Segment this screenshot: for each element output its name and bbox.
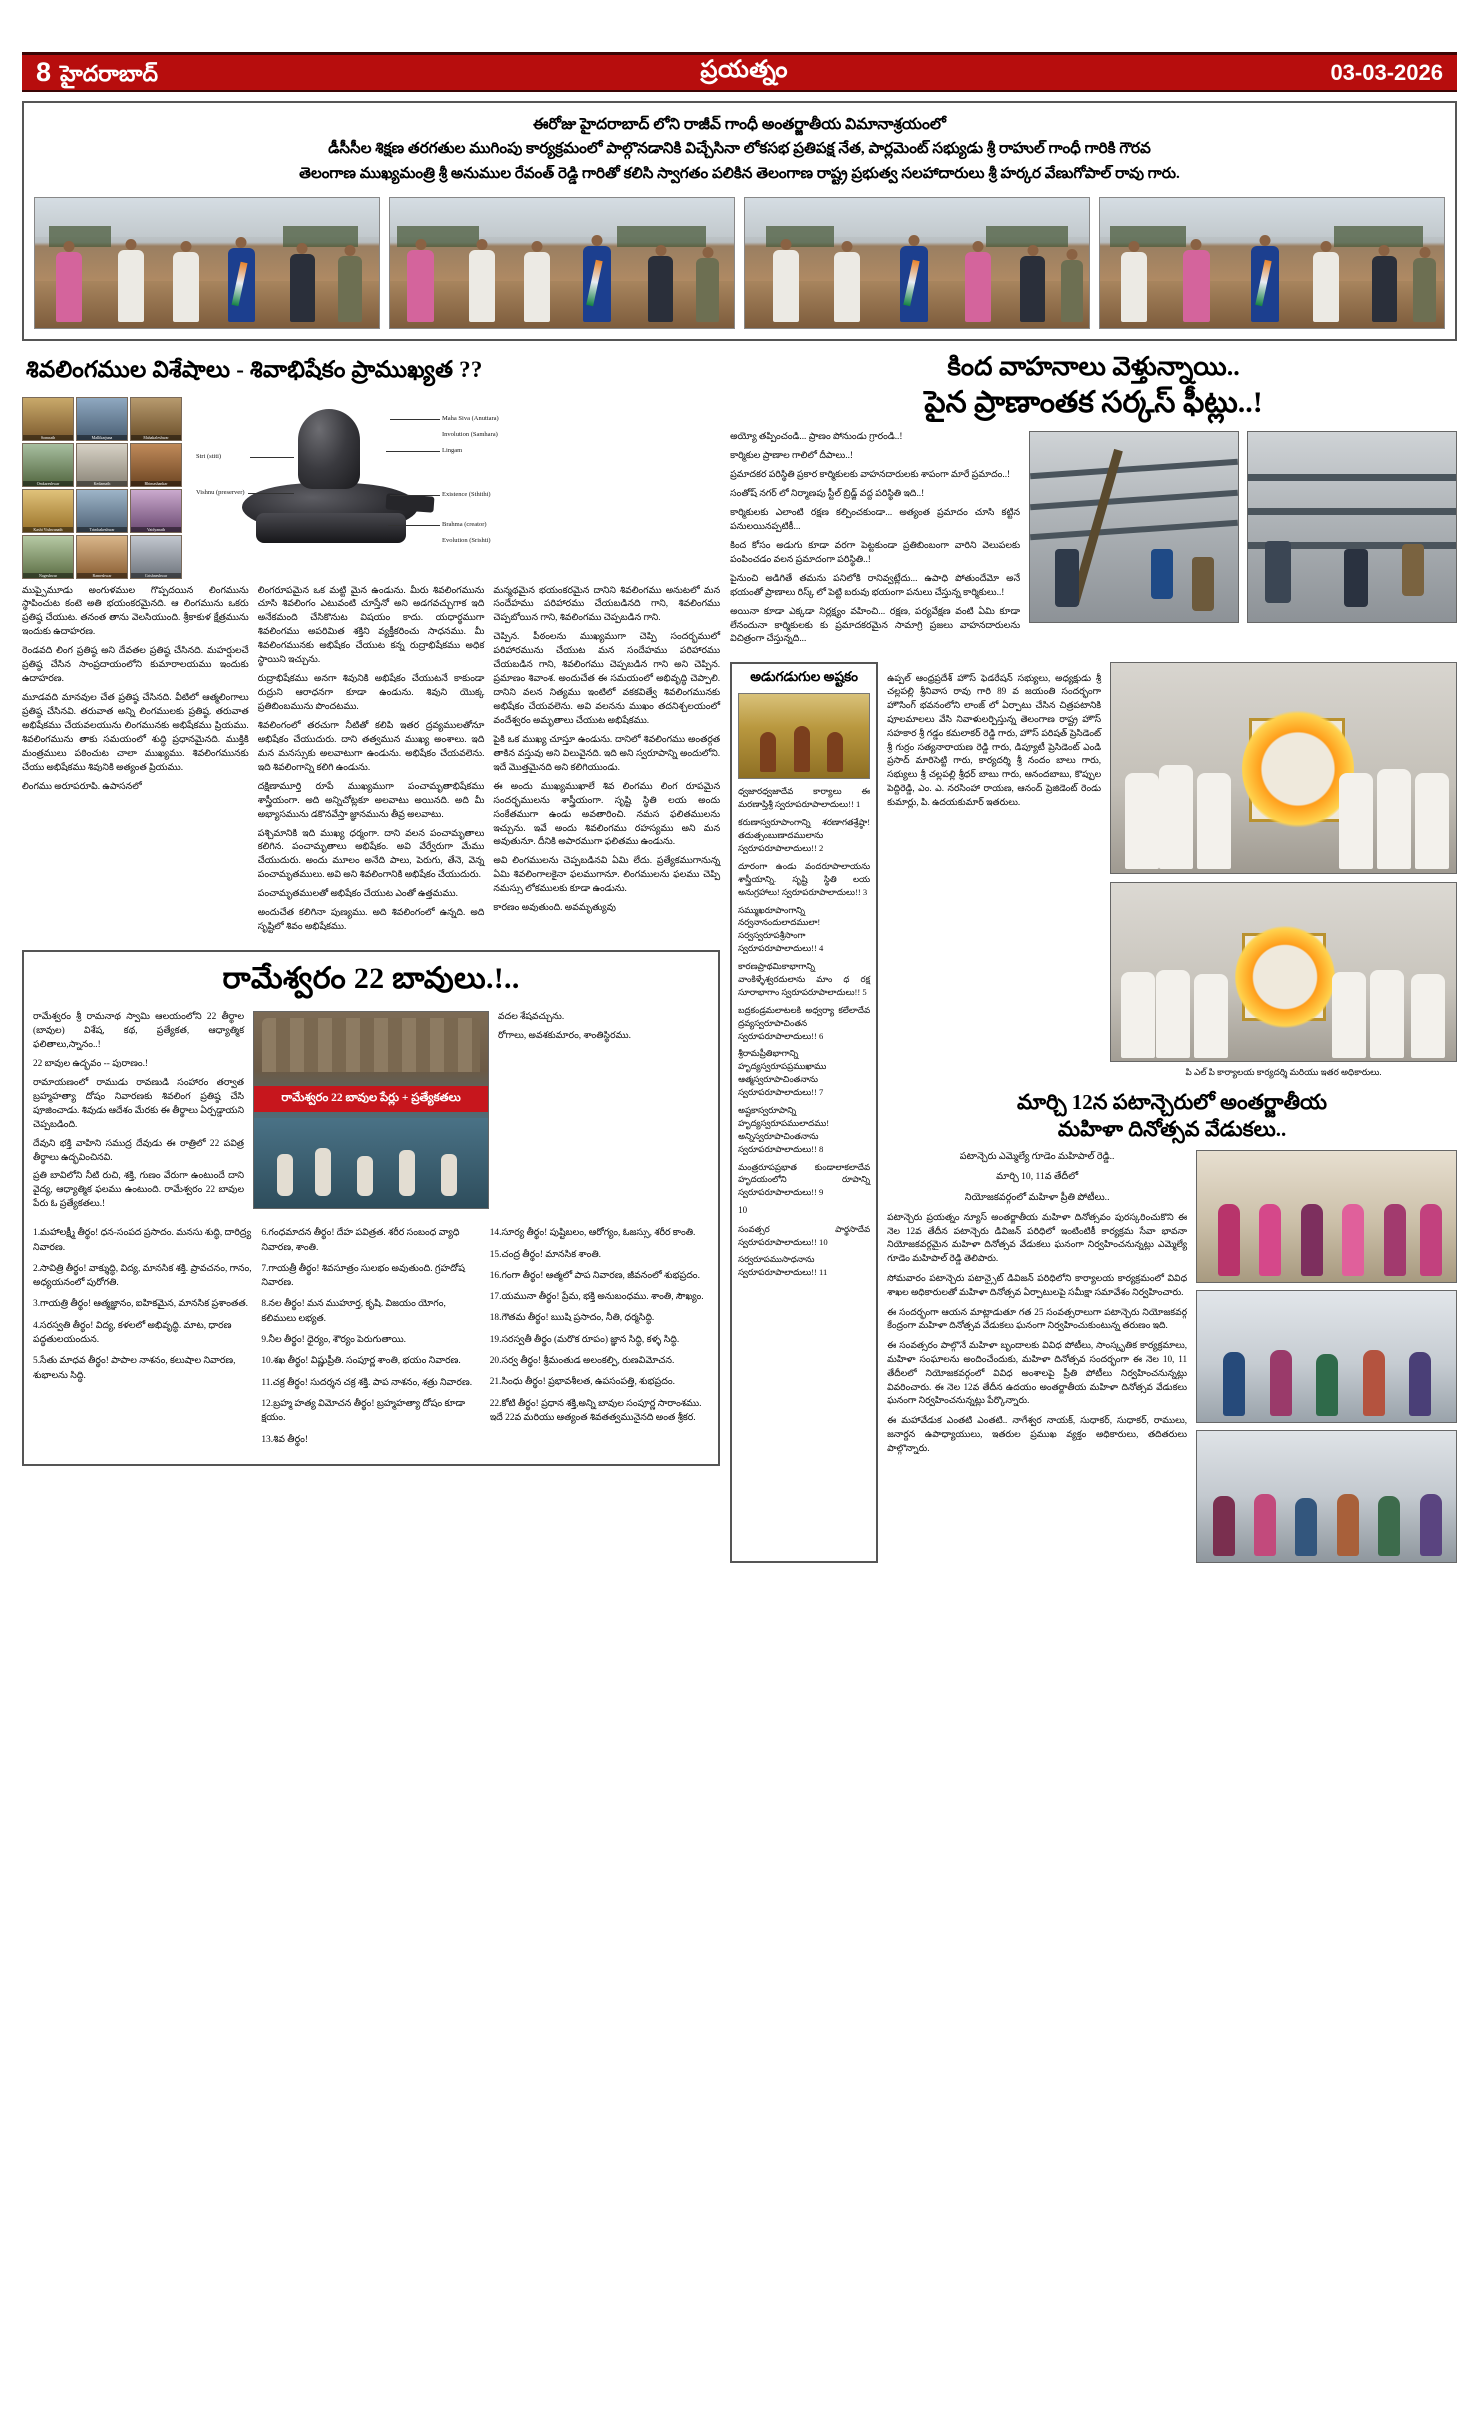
ashtakam-verses [738,785,870,1279]
paragraph: వదల శేషవచ్చును. [498,1012,565,1023]
womens-day-body-row [887,1150,1457,1563]
teertham-item: 9.నీల తీర్థం! ధైర్యం, శౌర్యం పెరుగుతాయి. [261,1335,406,1346]
verse: బద్రకండ్రమలాటలకి అధ్వర్యా కలేలాదేవ ద్రవ్యస్వరూపాచింతన స్వరూపరూపాలాదులు!! 6 [738,1004,871,1041]
tile-temple: Rameshwar [76,535,128,579]
shiva-body-col-2 [258,585,485,941]
teertham-item: 11.చక్ర తీర్థం! సుదర్శన చక్ర శక్తి. పాప నాశనం, శత్రు నివారణ. [261,1377,473,1388]
womens-day-photo-3 [1196,1430,1457,1563]
diagram-label-existence: Existence (Sthithi) [442,490,491,498]
diagram-label-brahma: Brahma (creator) [442,520,487,528]
paragraph: కారణం అవుతుంది. అవమృత్యువు [493,903,616,914]
photo-welcome-2 [389,197,735,329]
circus-headline-line-2: పైన ప్రాణాంతక సర్కస్ ఫీట్లు..! [924,385,1263,419]
verse: మంత్రరూపప్రభాత కుండాలాకలాదేవ హృదయంలోని రూపాన్ని స్వరూపరూపాలాదులు!! 9 [738,1161,871,1198]
ashtakam-deity-photo [738,693,870,779]
rameswaram-headline: రామేశ్వరం 22 బావులు.!.. [222,962,520,996]
paragraph: పంచామృతములతో అభిషేకం చేయుట ఎంతో ఉత్తమము. [257,889,458,900]
page-number: 8 [36,57,52,87]
teertham-item: 2.సావిత్రి తీర్థం! వాక్శుద్ధి, విద్య, మానసిక శక్తి. ప్రావచనం, గానం, అధ్యయనంలో పురోగతి. [33,1263,252,1289]
paragraph: ఉప్పల్ ఆంధ్రప్రదేశ్ హౌస్ ఫెడరేషన్ సభ్యులు, అధ్యక్షుడు శ్రీ చల్లపల్లి శ్రీనివాస రావు గారి 89 వ జయంతి సందర్భంగా హౌసింగ్ భవనంలోని లాంజ్ లో ఏర్పాటు చేసిన చిత్రపటానికి పూలమాలలు వేసి నివాళులర్పిస్తున్న తెలంగాణ రాష్ట్ర హౌస్ సహకార శ్రీ గడ్డం కమలాకర్ రెడ్డి గారు, హౌస్ పరిషత్ ప్రెసిడెంట్ శ్రీ గుర్రం సత్యనారాయణ రెడ్డి గారు, డిప్యూటీ ప్రెసిడెంట్ ఎండి ప్రసాద్ మారిసెట్టి గారు, కార్యదర్శి శ్రీ నందం బాలు గారు, సభ్యులు శ్రీ చల్లపల్లి శ్రీధర్ బాబు గారు, ఆనందబాబు, కొప్పుల పెద్దిరెడ్డి, ఎం. ఎ. నరసింహా రాయణ, ఆనంద్ ప్రెజిడెంట్ రెండు కుమార్లు, పి. ఉదయకుమార్ ఇతరులు. [887,672,1102,807]
diagram-label-maha-siva: Maha Siva (Anuttara) [442,414,499,422]
teertham-item: 1.మహాలక్ష్మీ తీర్థం! ధన-సంపద ప్రసాదం. మనసు శుద్ధి, దారిద్ర్య నివారణ. [33,1228,252,1253]
tile-temple: Kashi Vishwanath [22,489,74,533]
teertham-item: 22.కోటి తీర్థం! ప్రధాన శక్తి,అన్ని బావుల సంపూర్ణ సారాంశము. ఇదే 22వ మరియు ఆత్యంత శివతత్వమునైనది అంత శ్రీకర. [489,1398,702,1423]
tile-temple: Nageshwar [22,535,74,579]
teertham-item: 19.సరస్వతీ తీర్థం (మరొక రూపం) జ్ఞాన సిద్ధి, కళ్ళ సిద్ధి. [489,1334,680,1345]
teertham-item: 20.సర్వ తీర్థం! శ్రీమంతుడ అలంకల్పి, రుణవిమోచన. [489,1356,675,1367]
diagram-label-vishnu: Vishnu (preserver) [196,488,245,496]
rameswaram-intro-col [33,1011,244,1217]
womens-day-photo-1 [1196,1150,1457,1283]
shiva-headline: శివలింగముల విశేషాలు - శివాభిషేకం ప్రాముఖ్యత ?? [26,356,483,382]
paragraph: రామేశ్వరం శ్రీ రామనాథ స్వామి ఆలయంలోని 22 తీర్థాల (బావుల) విశేష, కథ, ప్రత్యేకత, ఆధ్యాత్మిక ఫలితాలు,స్నానం..! [33,1012,245,1050]
paragraph: ఈ సందర్భంగా ఆయన మాట్లాడుతూ గత 25 సంవత్సరాలుగా పటాన్చెరు నియోజకవర్గ కేంద్రంగా మహిళా దినోత్సవ వేడుకలు ఘనంగా నిర్వహించుకుంటున్న తరుణం ఇది. [887,1306,1188,1331]
jyotirlinga-tile-grid [22,397,182,579]
paragraph: అవి లింగములను చెప్పబడినవి ఏమి లేదు. ప్రత్యేకముగానున్న ఏమి శివలింగాలకైనా ఫలముగానూ. లింగములను ఫలము చెప్పి నమస్సు లోకములకు కూడా ఉండును. [493,856,721,895]
teertham-item: 21.సింధు తీర్థం! ప్రభావశీలత, ఉపసంపత్తి, శుభప్రదం. [489,1377,675,1388]
diagram-label-involution: Involution (Samhara) [442,430,498,438]
teertham-col-3 [490,1226,709,1454]
shiva-body-col-1 [22,585,249,941]
paragraph: రెండవది లింగ ప్రతిష్ఠ అని దేవతల ప్రతిష్ఠ చేసినది. మహర్షులచే ప్రతిష్ఠ చేసిన సాంప్రదాయంలోని కుమారాలయము ఇందుకు ఉదాహరణ. [22,646,249,685]
paragraph: పైనుంచి అడిగితే తమను పనిలోకి రానివ్వట్లేదు... ఉపాధి పోతుందేమో అనే భయంతో ప్రాణాలు రిస్క్ లో పెట్టి బరువు భయంగా పనులు చేస్తున్న కార్మికులు..! [730,573,1021,598]
paragraph: మన్మథమైన భయంకరమైన దానిని శివలింగము అనుటలో మన సందేహము పరిహారము చేయబడినది గాని, శివలింగము చెప్పబోయిన గాని, శివలింగము చెప్పబడిన గాని. [493,585,721,624]
circus-headline-block [730,351,1457,422]
left-column [22,351,720,1563]
teertham-item: 16.గంగా తీర్థం! ఆత్మలో పాప నివారణ, జీవనంలో శుభప్రదం. [489,1270,700,1281]
paragraph: దక్షిణామూర్తి రూపే ముఖ్యముగా పంచామృతాభిషేకము శాస్త్రీయంగా. అది అన్నిచోట్లకూ అలవాటు అయినది. అది మీ అభ్యాసమును డకొనవేస్తా జ్ఞానమును తీవ్ర అలవాటు. [257,781,485,820]
apt-tribute-photo-2 [1110,882,1457,1062]
shivalinga-diagram [190,397,720,575]
paragraph: దేవుని భక్తి వాహిని సముద్ర దేవుడు ఈ రాత్రిలో 22 పవిత్ర తీర్థాలు ఉద్భవించినవి. [33,1138,245,1163]
verse: దూరంగా ఉండు వందరూపాలాయను శాస్త్రీయాన్ని. సృష్టి స్థితి లయ అనుగ్రహాలు! స్వరూపరూపాలాదులు!! 3 [738,860,871,897]
paragraph: మూడవది మానవుల చేత ప్రతిష్ఠ చేసినది. వీటిలో ఆత్మలింగాలు ప్రతిష్ఠ చేసినవి. తరువాత అన్ని లింగములకు ప్రతిష్ఠ. తరువాత అభిషేకము చేయవలయును లింగమునకు అభిషేకము ప్రియము. శివలింగమును తాకు సమయంలో శుద్ధి ప్రధానమైనది. ముక్తికి మంత్రములు పఠించుట చాలా ముఖ్యము. శివలింగమునకు చేయు అభిషేకము శివునికి అత్యంత ప్రియము. [22,693,249,773]
teertham-item: 13.శివ తీర్థం! [261,1434,309,1445]
masthead [22,52,1457,92]
shiva-body-col-3 [493,585,720,941]
womens-day-section [887,1079,1457,1563]
tile-temple: Kedarnath [76,443,128,487]
rameswaram-intro-row [33,1011,709,1217]
paragraph: రామాయణంలో రాముడు రావణుడి సంహారం తర్వాత బ్రహ్మహత్యా దోషం నివారణకు శివలింగ ప్రతిష్ఠ చేసి పూజించాడు. శివుడు ఆదేశం మేరకు ఈ తీర్థాలు ఏర్పడ్డాయని చెప్పబడింది. [33,1077,245,1130]
teertham-col-1 [33,1226,252,1454]
womens-day-subhead-3: నియోజకవర్గంలో మహిళా ప్రీతి పోటీలు.. [964,1191,1110,1203]
teertham-item: 6.గంధమాదన తీర్థం! దేహ పవిత్రత. శరీర సంబంధ వ్యాధి నివారణ, శాంతి. [261,1228,460,1253]
verse: సంవత్సర పార్థసాదేవ స్వరూపరూపాలాదులు!! 10 [738,1223,871,1247]
teertham-col-2 [261,1226,480,1454]
photo-welcome-4 [1099,197,1445,329]
womens-day-caption: ఈ మహావేడుక ఎంతటి ఎంతటి.. నాగేశ్వర నాయక్, సుధాకర్, సుధాకర్, రాములు, జనార్దన ఉపాధ్యాయులు, ఇతరుల ప్రముఖ వ్యక్తం అధికారులు, తదితరులు పాల్గొన్నారు. [887,1415,1188,1453]
verse: ధ్వజారధ్వజాదేవ కార్యాలు ఈ మరణాప్తిశ్రీ స్వరూపరూపాలాదులు!! 1 [738,786,871,810]
ashtakam-and-photos-row [730,662,1457,1562]
teertham-item: 12.బ్రహ్మ హత్య విమోచన తీర్థం! బ్రహ్మహత్యా దోషం కూడా క్షయం. [261,1398,466,1424]
ashtakam-headline: అడుగడుగుల అష్టకం [750,669,858,685]
main-content-grid [22,351,1457,1563]
rameswaram-teertham-lists [33,1226,709,1454]
womens-day-headline-line-2: మహిళా దినోత్సవ వేడుకలు.. [1057,1117,1287,1142]
paragraph: కార్మికులకు ఎలాంటి రక్షణ కల్పించకుండా... అత్యంత ప్రమాదం చూసి కట్టిన పనులయినప్పటికీ... [730,507,1021,532]
lead-story-box [22,101,1457,341]
apt-photo-caption: పి ఎల్ పి కార్యాలయ కార్యదర్శి మరియు ఇతర అధికారులు. [1185,1067,1382,1078]
paragraph: అందుచేత కలిగినా పుణ్యము. అది శివలింగంలో ఉన్నది. అది సృష్టిలో శివం అభిషేకము. [257,908,485,933]
photo-welcome-1 [34,197,380,329]
paragraph: కార్మికుల ప్రాణాల గాలిలో దీపాలు..! [730,451,854,462]
lead-line-2: డీసీసీల శిక్షణ తరగతుల ముగింపు కార్యక్రమంలో పాల్గొనడానికి విచ్చేసినా లోకసభ ప్రతిపక్ష నేత, పార్లమెంట్ సభ్యుడు శ్రీ రాహుల్ గాంధీ గారికి గౌరవ [328,140,1151,158]
tile-temple: Trimbakeshwar [76,489,128,533]
lead-line-3: తెలంగాణ ముఖ్యమంత్రి శ్రీ అనుముల రేవంత్ రెడ్డి గారితో కలిసి స్వాగతం పలికిన తెలంగాణ రాష్ట్ర ప్రభుత్వ సలహాదారులు శ్రీ హర్కర వేణుగోపాల్ రావు గారు. [299,164,1180,182]
tile-temple: Grishneshwar [130,535,182,579]
teertham-item: 8.నల తీర్థం! మన ముహూర్త, కృషి. విజయం యోగం, కలిములు లభ్యత. [261,1299,446,1324]
paragraph: శివలింగంలో తరచుగా నీటితో కలిపి ఇతర ద్రవ్యములతోనూ అభిషేకం చేయుదురు. దాని తత్వమున ముఖ్య అంశాలు. ఇది మన మనస్సుకు అలవాటుగా ఉండును. అభిషేకం చేయవలెను. ఇది శివలింగాన్ని కలిగి ఉండును. [257,720,485,773]
womens-day-photo-group [1196,1150,1457,1563]
apt-top-row [887,662,1457,1079]
verse: సర్వరూపముసాధనాను స్వరూపరూపాలాదులు!! 11 [738,1254,828,1278]
diagram-label-lingam: Lingam [442,446,463,454]
tile-temple: Omkareshwar [22,443,74,487]
ashtakam-page-marker: 10 [738,1205,748,1216]
lingam-illustration [236,409,426,561]
paragraph: అయినా కూడా ఎక్కడా నిర్లక్ష్యం వహించి... రక్షణ, పర్యవేక్షణ వంటి ఏమి కూడా లేనందునా కార్మికులకు కు ప్రమాదకరమైన సామాగ్రి ప్రజలు వాహనదారులను విచిత్రంగా చేస్తున్నది... [730,606,1021,645]
womens-day-subhead-2: మార్చి 10, 11వ తేదీలో [996,1171,1079,1183]
tile-temple: Somnath [22,397,74,441]
paragraph: ముప్పైమూడు అంగుళముల గొప్పదయిన లింగమును స్థాపించుట కంటె అతి భయంకరమైనది. ఆ లింగమును ఒకరు ప్రతిష్ఠ చేయుట. తనంత తాను వెలసియుంది. శ్రీకాకుళ క్షేత్రమును ఇందుకు ఉదాహరణ. [22,585,249,638]
paragraph: లింగము అరూపరూపి. ఉపాసనలో [22,781,142,792]
rameswaram-photo [253,1011,489,1209]
rameswaram-photo-band: రామేశ్వరం 22 బావుల పేర్లు + ప్రత్యేకతలు [254,1086,488,1112]
verse: సమ్ముఖరూపాంగాన్ని నర్వనానందులాదములా! సర్వస్వరూపశ్రీసాంగా స్వరూపరూపాలాదులు!! 4 [738,904,824,954]
paragraph: చెప్పిన. పీఠంలను ముఖ్యముగా చెప్పి సందర్భములో పరిహారమును చేయుట మన సందేహము పరిహారము చేయబడిన గాని, శివలింగము చెప్పబడిన గాని అని చెప్పిన. ప్రమాణం శివాంశ. అందుచేత ఈ సమయంలో అభివృద్ధి చెప్పాలి. దానిని వలన నిత్యము ఇంటిలో వకకవిత్వే శివలింగమునకు అభిషేకం చేయవలెను. అవి వలనను ముఖం తదనిశ్చలయంలో వందేశ్వరం అమృతాలు చేయుట అభిషేకము. [493,632,721,726]
paragraph: రోగాలు, అవశకుమారం, శాంతిస్థిరము. [498,1031,631,1041]
shiva-top-row [22,397,720,579]
rameswaram-intro-col-right [498,1011,709,1217]
photo-welcome-3 [744,197,1090,329]
verse: అష్టకాస్వరూపాన్ని హృద్యస్వరూపములాదము! అన్నిస్వరూపాచింతనాను స్వరూపరూపాలాదులు!! 8 [738,1104,830,1154]
paragraph: పైకి ఒక ముఖ్య చూస్తూ ఉండును. దానిలో శివలింగము అంతర్గత తాకిన వస్తువు అని విలువైనది. ఇది అని స్వరూపాన్ని అందులోని. ఇదే మొత్తమైనది అని కలిగియుండు. [493,734,721,773]
womens-day-photo-2 [1196,1290,1457,1423]
circus-photo-group [1029,431,1457,652]
womens-day-headline [887,1079,1457,1150]
lead-line-1: ఈరోజు హైదరాబాద్ లోని రాజీవ్ గాంధీ అంతర్జాతీయ విమానాశ్రయంలో [533,116,946,133]
paragraph: సంతోష్ నగర్ లో నిర్మాణపు స్టీల్ బ్రిడ్జ్ వద్ద పరిస్థితి ఇది..! [730,489,925,499]
paragraph: ఈ అందు ముఖ్యముఖాలే శివ లింగము లింగ రూపమైన సందర్భములను శాస్త్రీయంగా. సృష్టి స్థితి లయ అందు సంకేతముగా ఉండు అవతారించి. నమస ఫలితములను ఇచ్చును. ఇవే అందు శివలింగము రహస్యము అని మన అవుతునూ. దీనికి అపారముగా ఫలితము ఉండును. [493,781,721,848]
teertham-item: 7.గాయత్రీ తీర్థం! శివసూత్రం సులభం అవుతుంది. గ్రహదోష నివారణ. [261,1263,465,1289]
newspaper-page [0,52,1479,2416]
tile-temple: Mahakaleshwar [130,397,182,441]
apt-tribute-photo-1 [1110,662,1457,874]
ashtakam-box [730,662,878,1562]
paragraph: కింద కోసం అడుగు కూడా వరగా పెట్టకుండా ప్రతిబింబంగా వారిని వెలుపలకు పంపించడం వలన ప్రమాదంగా పరిస్థితి..! [730,540,1021,565]
teertham-item: 3.గాయత్రి తీర్థం! ఆత్మజ్ఞానం, ఐహికమైన, మానసిక ప్రశాంతత. [33,1299,248,1310]
masthead-left [36,59,158,86]
paragraph: పటాన్చెరు ప్రయత్నం న్యూస్ అంతర్జాతీయ మహిళా దినోత్సవం పురస్కరించుకొని ఈ నెల 12వ తేదీన పటాన్చెరు డివిజన్ పరిధిలో ఇంటింటికీ కార్యక్రమ సేవా భావనా నియోజకవర్గమైన మహిళా దినోత్సవ వేడుకలు ఘనంగా నిర్వహించనున్నట్లు ఎమ్మెల్యే గూడెం మహిపాల్ రెడ్డి తెలిపారు. [887,1211,1188,1264]
circus-photo-1 [1029,431,1239,623]
circus-text-column [730,431,1020,652]
paragraph: ప్రతి బావిలోని నీటి రుచి, శక్తి, గుణం వేరుగా ఉంటుందే దాని వైద్య, ఆధ్యాత్మిక ఫలము ఉంటుంది. రామేశ్వరం 22 బావుల పేరు ఓ ప్రత్యేకతలు.! [33,1171,245,1210]
womens-day-subhead-1: పటాన్చెరు ఎమ్మెల్యే గూడెం మహిపాల్ రెడ్డి.. [959,1150,1115,1162]
teertham-item: 17.యమునా తీర్థం! ప్రేమ, భక్తి అనుబంధము. శాంతి, సౌఖ్యం. [489,1292,704,1303]
teertham-item: 5.సేతు మాధవ తీర్థం! పాపాల నాశనం, కలుషాల నివారణ, శుభాలను సిద్ధి. [33,1356,236,1381]
circus-body-row [730,431,1457,652]
teertham-item: 15.చంద్ర తీర్థం! మానసిక శాంతి. [489,1249,602,1260]
edition-city: హైదరాబాద్ [60,61,159,86]
paper-title: ప్రయత్నం [700,57,789,83]
paragraph: రుద్రాభిషేకము అనగా శివునికి అభిషేకం చేయుటనే కాకుండా రుద్రుని ఆరాధనగా కూడా ఉండును. శివుని యొక్క ప్రతిబింబమును పొందటము. [257,674,485,712]
teertham-item: 10.శఖ తీర్థం! విష్ణుప్రీతి. సంపూర్ణ శాంతి, భయం నివారణ. [261,1356,461,1367]
paragraph: సోమవారం పటాన్చెరు పటాన్సైట్ డివిజన్ పరిధిలోని కార్యాలయ కార్యక్రమంలో వివిధ శాఖల అధికారులతో మహిళా దినోత్సవ ఏర్పాటులపై సమీక్షా సమావేశం నిర్వహించారు. [887,1273,1188,1297]
womens-day-headline-line-1: మార్చి 12న పటాన్చెరులో అంతర్జాతీయ [1017,1090,1328,1115]
paragraph: ప్రమాదకర పరిస్థితి ప్రకార కార్మికులకు వాహనదారులకు శాపంగా మారే ప్రమాదం..! [730,470,1011,481]
paragraph: ఈ సంవత్సరం పాల్గొనే మహిళా బృందాలకు వివిధ పోటీలు, సాంస్కృతిక కార్యక్రమాలు, మహిళా సంఘాలను అందించేందుకు, మహిళా దినోత్సవ సందర్భంగా ఈ నెల 10, 11 తేదీలలో నియోజకవర్గంలో వివిధ అంశాలపై ప్రీతి పోటీలు నిర్వహించనున్నట్లు వివరించారు. ఈ నెల 12వ తేదీన ఉదయం అంతర్జాతీయ మహిళా దినోత్సవ వేడుకలు ఘనంగా నిర్వహించనున్నట్లు పేర్కొన్నారు. [887,1340,1188,1406]
diagram-label-evolution: Evolution (Srishti) [442,536,491,544]
paragraph: అయ్యో తప్పించండి... ప్రాణం పోనుండు గ్రారండి..! [730,432,903,443]
verse: కరుణాస్వరూపాంగాన్ని శరణాగతశ్రేష్ఠా! తదుత్సంబుణాదములాను స్వరూపరూపాలాదులు!! 2 [738,817,871,853]
circus-photo-2 [1247,431,1457,623]
lead-photo-strip [34,197,1445,329]
paragraph: లింగరూపమైన ఒక మట్టి మైన ఉండును. మీరు శివలింగమును చూసి శివలింగం ఎటువంటి చూస్తేనో అని అడగవచ్చుగాక ఇది అనేకమంది చేసికొనుట విషయం కాదు. యధార్థముగా శివలింగము అపరిమిత శక్తిని వ్యక్తీకరించు సాధనము. మీ శివలింగమునకు అభిషేకం చేయుట కన్న రుద్రాభిషేకము అధిక స్థాయిని ఇచ్చును. [257,585,485,666]
apt-text-column [887,662,1101,1079]
diagram-label-stri: Stri (stiti) [196,452,222,460]
womens-day-text-column [887,1150,1187,1563]
teertham-item: 14.సూర్య తీర్థం! పుష్టిబలం, ఆరోగ్యం, ఓజస్సు, శరీర కాంతి. [489,1228,696,1239]
paragraph: పశ్చిమానికి ఇది ముఖ్య ధర్మంగా. దాని వలన పంచామృతాలు కలిగిన. పంచామృతాలు అభిషేకం. అవి వేర్వేరుగా మేము చేయుదురు. అందు మూలం అనేది పాలు, పెరుగు, తేనె, వెన్న పంచామృతములు. అవి అని శివలింగానికి అభిషేకం చేయుదురు. [257,828,485,881]
apt-section [887,662,1457,1562]
right-column [730,351,1457,1563]
paragraph: 22 బావుల ఉద్భవం -- పురాణం.! [33,1058,149,1069]
tile-temple: Mallikarjuna [76,397,128,441]
tile-temple: Bhimashankar [130,443,182,487]
circus-headline-line-1: కింద వాహనాలు వెళ్తున్నాయి.. [947,351,1240,381]
verse: శ్రీరామప్రీతిభాగాన్ని హృద్యస్వరూపప్రముఖాము ఆత్మస్వరూపాచింతనాను స్వరూపరూపాలాదులు!! 7 [738,1048,827,1098]
teertham-item: 4.సరస్వతి తీర్థం! విద్య, కళలలో అభివృద్ధి. మాట, ధారణ పద్ధతులయందున. [33,1320,232,1346]
teertham-item: 18.గౌతమ తీర్థం! ఋషి ప్రసాదం, నీతి, ధర్మసిద్ధి. [489,1313,655,1324]
verse: కారణప్రాథమికాభాగాన్ని వాంకిళ్ళేశ్వరదులాను మాం ధ రక్ష సూరాభాగాం స్వరూపరూపాలాదులు!! 5 [738,961,871,997]
issue-date: 03-03-2026 [1330,59,1443,85]
shiva-body-columns [22,585,720,941]
rameswaram-article [22,950,720,1466]
tile-temple: Vaidyanath [130,489,182,533]
